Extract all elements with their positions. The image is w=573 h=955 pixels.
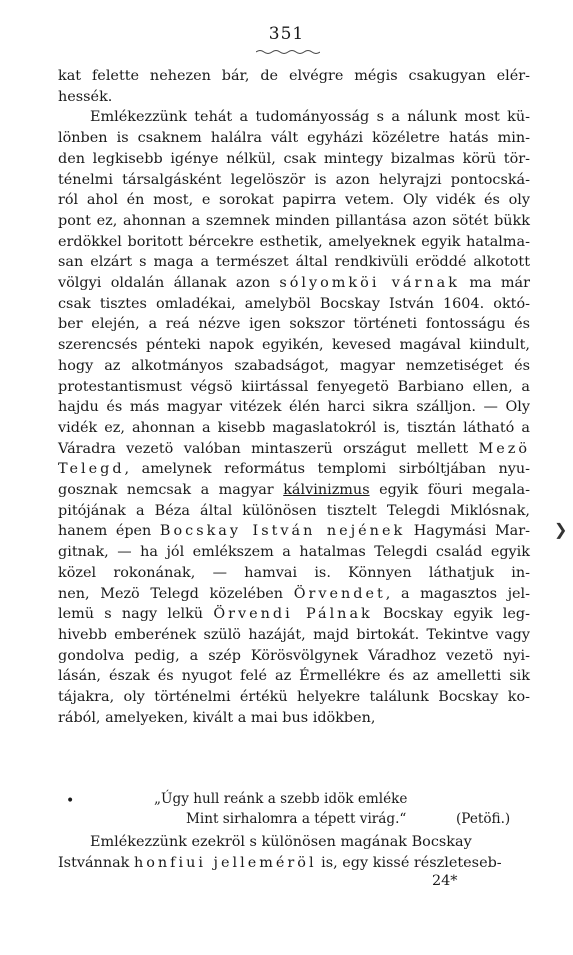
text-line: hivebb emberének szülö hazáját, majd birtokát. Tekintve vagy: [58, 626, 530, 643]
text-line: erdökkel boritott bércekre esthetik, amelyeknek egyik hatalma-: [58, 233, 530, 250]
text-line: [58, 853, 530, 874]
emphasis-fragment: Örvendi Pálnak: [213, 606, 373, 623]
text-line: szerencsés pénteki napok egyikén, kevesed magával kiindult,: [58, 337, 530, 354]
emphasis-fragment: sólyomköi várnak: [279, 275, 460, 292]
emphasis-fragment: Bocskay István nejének: [159, 523, 406, 540]
text-fragment: nen, Mezö Telegd közelében: [58, 585, 284, 602]
bullet-mark: •: [66, 793, 75, 809]
margin-mark: ❯: [554, 520, 568, 539]
text-line: [58, 439, 530, 460]
text-line: lásán, észak és nyugot felé az Érmellékre és az amelletti sik: [58, 668, 530, 685]
text-fragment: hanem épen: [58, 523, 152, 540]
quote-attribution: (Petöfi.): [456, 811, 511, 827]
text-fragment: Istvánnak: [58, 854, 130, 871]
text-fragment: Hagymási Mar-: [405, 523, 531, 540]
text-line: [58, 459, 530, 480]
text-line: [58, 480, 530, 501]
text-line: hessék.: [58, 88, 113, 105]
text-line: gitnak, — ha jól emlékszem a hatalmas Telegdi család egyik: [58, 544, 530, 561]
text-line: tájakra, oly történelmi értékü helyekre találunk Bocskay ko-: [58, 689, 530, 706]
emphasis-fragment: Telegd: [58, 461, 125, 478]
text-line: [58, 604, 530, 625]
text-fragment: lemü s nagy lelkü: [58, 606, 204, 623]
emphasis-fragment: honfiui jelleméröl: [133, 854, 317, 871]
text-line: Emlékezzünk tehát a tudományosság s a nálunk most kü-: [90, 109, 530, 126]
text-fragment: gosznak nemcsak a magyar: [58, 482, 274, 499]
text-fragment: egyik föuri megala-: [369, 482, 530, 499]
text-line: közel rokonának, — hamvai is. Könnyen láthatjuk in-: [58, 564, 530, 581]
emphasis-fragment: Mezö: [478, 440, 530, 457]
text-line: rából, amelyeken, kivált a mai bus idökben,: [58, 709, 376, 726]
page-number: 351: [268, 24, 305, 44]
text-fragment: , a magasztos jel-: [385, 585, 531, 602]
body-text: [58, 66, 530, 729]
text-line: kat felette nehezen bár, de elvégre mégis csakugyan elér-: [58, 68, 530, 84]
quote-line-1: „Úgy hull reánk a szebb idök emléke: [154, 791, 408, 807]
text-line: pitójának a Béza által különösen tisztelt Telegdi Miklósnak,: [58, 502, 530, 519]
text-line: den legkisebb igénye nélkül, csak mintegy bizalmas körü tör-: [58, 150, 530, 167]
text-fragment: völgyi oldalán állanak azon: [58, 275, 270, 292]
text-line: [58, 521, 530, 542]
text-line: vidék ez, ahonnan a kisebb magaslatokról is, tisztán látható a: [58, 419, 530, 436]
tail-text: [58, 832, 530, 873]
text-line: ber elején, a reá nézve igen sokszor történeti fontosságu és: [58, 316, 530, 333]
text-fragment: ma már: [459, 275, 531, 292]
text-line: ról ahol én most, e sorokat papirra vetem. Oly vidék és oly: [58, 192, 530, 209]
emphasis-fragment: Örvendet: [293, 585, 386, 602]
text-line: hogy az alkotmányos szabadságot, magyar nemzetiséget és: [58, 357, 530, 374]
text-line: ténelmi társalgásként legelöször is azon helyrajzi pontocská-: [58, 171, 530, 188]
text-fragment: Váradra vezetö valóban mintaszerü országut mellett: [58, 440, 469, 457]
text-fragment: is, egy kissé részleteseb-: [316, 854, 502, 871]
quote-line-2: Mint sirhalomra a tépett virág.“: [186, 811, 407, 827]
text-line: Emlékezzünk ezekröl s különösen magának Bocskay: [90, 834, 472, 850]
text-fragment: , amelynek református templomi sirbóltjában nyu-: [124, 461, 530, 478]
underlined-fragment: kálvinizmus: [283, 482, 370, 499]
text-line: csak tisztes omladékai, amelyböl Bocskay István 1604. októ-: [58, 295, 530, 312]
text-line: pont ez, ahonnan a szemnek minden pillantása azon sötét bükk: [58, 212, 530, 229]
signature-mark: 24*: [432, 873, 458, 889]
page-number-ornament: [256, 49, 320, 55]
text-line: san elzárt s maga a természet által rendkivüli eröddé alkotott: [58, 254, 530, 271]
text-line: [58, 273, 530, 294]
text-fragment: Bocskay egyik leg-: [372, 606, 530, 623]
text-line: lönben is csaknem halálra vált egyházi közéletre hatás min-: [58, 130, 530, 147]
text-line: gondolva pedig, a szép Körösvölgynek Váradhoz vezetö nyi-: [58, 647, 530, 664]
text-line: [58, 584, 530, 605]
text-line: protestantismust végsö kiirtással fenyegetö Barbiano ellen, a: [58, 378, 530, 395]
text-line: hajdu és más magyar vitézek élén harci sikra szálljon. — Oly: [58, 399, 530, 416]
